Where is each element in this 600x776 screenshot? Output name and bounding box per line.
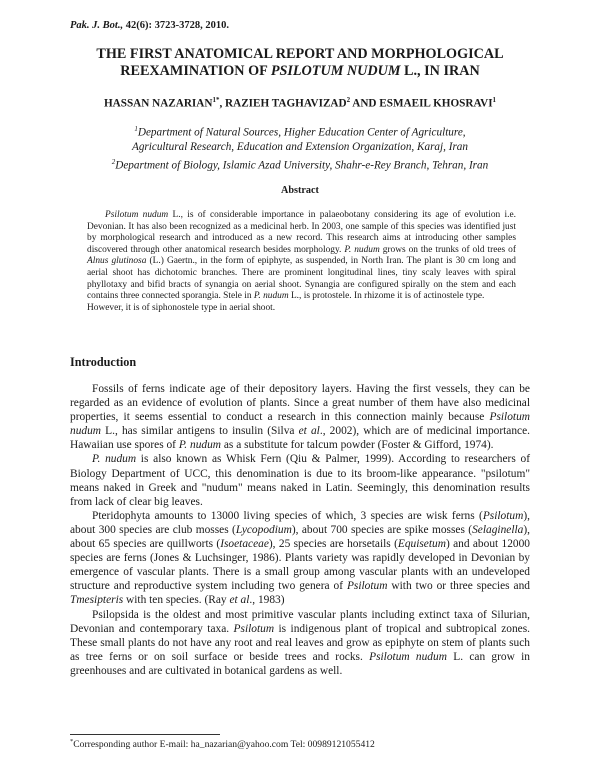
footnote-divider [70, 734, 220, 735]
introduction-body [70, 382, 530, 678]
title-line-1: THE FIRST ANATOMICAL REPORT AND MORPHOLOGICAL [96, 46, 504, 62]
author-list: HASSAN $NAZARIAN^{1*}$, RAZIEH TAGHAVIZAD$^2$ AND ESMAEIL KHOSRAVI$^1$ [103, 96, 497, 110]
journal-name: Pak. J. Bot., [70, 20, 124, 31]
title-line-2: REEXAMINATION OF PSILOTUM NUDUM L., IN IRAN [120, 63, 480, 79]
intro-paragraph-2: P. nudum is also known as Whisk Fern (Qiu & Palmer, 1999). According to researchers of Biology Department of UCC, this denomination is due to its broom-like appearance. "psilotum" means naked in Greek and "nudum" means naked in Latin. Seemingly, this denomination results from lack of clear big leaves. [70, 453, 530, 508]
intro-paragraph-1: Fossils of ferns indicate age of their depository layers. Having the first vessels, they can be regarded as an evidence of evolution of plants. Since a great number of them have also medicinal properties, it seems essential to conduct a research in this connection mainly because Psilotum nudum L., has similar antigens to insulin (Silva et al., 2002), which are of medicinal importance. Hawaiian use spores of P. nudum as a substitute for talcum powder (Foster & Gifford, 1974). [70, 383, 530, 452]
paper-title [60, 46, 540, 80]
abstract-heading: Abstract [281, 185, 319, 196]
affiliation-1: $^1$Department of Natural Sources, Higher Education Center of Agriculture, [134, 125, 466, 139]
journal-citation [70, 20, 229, 31]
journal-volume: 42(6): 3723-3728, 2010. [125, 20, 229, 31]
affiliation-2: $^2$Department of Biology, Islamic Azad University, Shahr-e-Rey Branch, Tehran, Iran [111, 157, 489, 172]
abstract-last-line: However, it is of siphonostele type in aerial shoot. [87, 302, 276, 313]
introduction-heading: Introduction [70, 355, 137, 369]
intro-paragraph-4: Psilopsida is the oldest and most primitive vascular plants including extinct taxa of Silurian, Devonian and contemporary taxa. Psilotum is indigenous plant of tropical and subtropical zones. These small plants do not have any root and real leaves and grow as epiphyte on stem of plants such as tree ferns or on soil surface or beside trees and rocks. Psilotum nudum L. can grow in greenhouses and are cultivated in botanical gardens as well. [70, 608, 531, 677]
affiliations [60, 122, 540, 173]
abstract-paragraph: Psilotum nudum L., is of considerable importance in palaeobotany considering its age of evolution i.e. Devonian. It has also been recognized as a medicinal herb. In 2003, one sample of this species was identified just by morphological research and introduced as a new record. This research aims at introducing other samples discovered through other anatomical research besides morphology. P. nudum grows on the trunks of old trees of Alnus glutinosa (L.) Gaertn., in the form of epiphyte, as suspended, in North Iran. The plant is 30 cm long and aerial shoot has dichotomic branches. There are prominent longitudinal lines, tiny scaly leaves with spiral phyllotaxy and bifid bracts of synangia on aerial shoot. Synangia are configured spirally on the stem and each contains three connected sporangia. Stele in P. nudum L., is protostele. In rhizome it is of actinostele type. [87, 210, 516, 302]
intro-paragraph-3: Pteridophyta amounts to 13000 living species of which, 3 species are wisk ferns (Psilotum), about 300 species are club mosses (Lycopodium), about 700 species are spike mosses (Selaginella), about 65 species are quillworts (Isoetaceae), 25 species are horsetails (Equisetum) and about 12000 species are ferns (Jones & Luchsinger, 1986). Plants variety was rapidly developed in Devonian by emergence of vascular plants. There is a small group among vascular plants with an undeveloped structure and reproductive system including two genera of Psilotum with two or three species and Tmesipteris with ten species. (Ray et al., 1983) [70, 509, 530, 607]
abstract-body [87, 210, 516, 314]
corresponding-author-footnote: *Corresponding author E-mail: ha_nazarian@yahoo.com Tel: 00989121055412 [70, 738, 375, 751]
affiliation-1-cont: Agricultural Research, Education and Extension Organization, Karaj, Iran [131, 141, 468, 154]
